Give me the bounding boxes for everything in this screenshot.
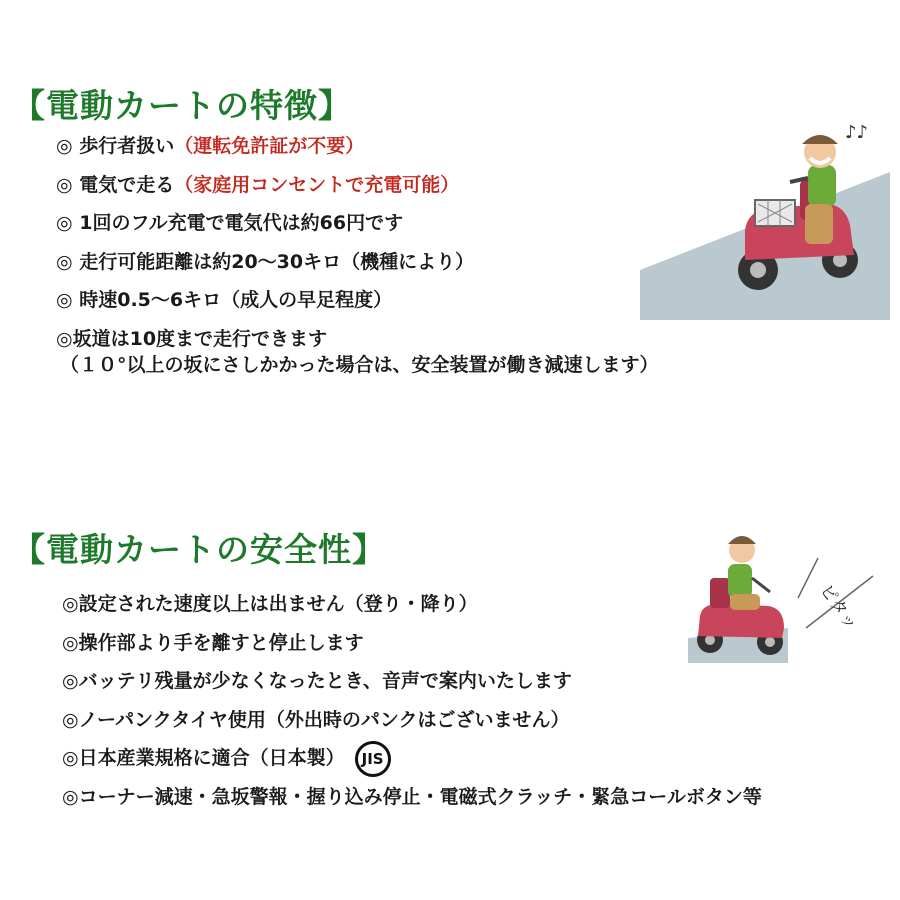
item-text: 設定された速度以上は出ません（登り・降り） bbox=[78, 593, 478, 615]
jis-badge-icon: JIS bbox=[355, 741, 391, 777]
bullet-mark: ◎ bbox=[56, 135, 73, 157]
list-item bbox=[62, 778, 762, 817]
list-item bbox=[56, 127, 659, 166]
bullet-mark: ◎ bbox=[62, 785, 79, 808]
item-text: 坂道は10度まで走行できます bbox=[72, 327, 328, 350]
item-text: バッテリ残量が少なくなったとき、音声で案内いたします bbox=[78, 670, 572, 692]
music-note-icon: ♪♪ bbox=[845, 122, 868, 143]
features-heading: 【電動カートの特徴】 bbox=[12, 86, 352, 125]
list-item bbox=[56, 166, 659, 205]
bullet-mark: ◎ bbox=[56, 250, 73, 273]
bullet-mark: ◎ bbox=[62, 747, 79, 769]
cart-stop-illustration bbox=[688, 528, 878, 668]
list-item bbox=[62, 662, 762, 701]
bullet-mark: ◎ bbox=[56, 173, 73, 196]
item-text: 時速0.5～6キロ（成人の早足程度） bbox=[79, 289, 393, 311]
features-list bbox=[56, 127, 659, 378]
list-item bbox=[62, 624, 762, 663]
item-subtext: （１０°以上の坂にさしかかった場合は、安全装置が働き減速します） bbox=[60, 354, 659, 376]
bullet-mark: ◎ bbox=[56, 327, 73, 350]
item-text: 走行可能距離は約20～30キロ（機種により） bbox=[79, 250, 475, 273]
list-item bbox=[56, 281, 659, 320]
bullet-mark: ◎ bbox=[56, 289, 73, 311]
list-item bbox=[56, 204, 659, 243]
cart-rider-illustration bbox=[640, 120, 890, 325]
item-text: 電気で走る bbox=[79, 173, 175, 196]
list-item bbox=[62, 701, 762, 740]
item-note: （運転免許証が不要） bbox=[174, 135, 365, 157]
safety-heading: 【電動カートの安全性】 bbox=[12, 530, 386, 569]
bullet-mark: ◎ bbox=[56, 212, 73, 234]
bullet-mark: ◎ bbox=[62, 631, 79, 654]
bullet-mark: ◎ bbox=[62, 670, 79, 692]
bullet-mark: ◎ bbox=[62, 593, 79, 615]
item-text: 1回のフル充電で電気代は約66円です bbox=[79, 212, 404, 234]
list-item bbox=[62, 585, 762, 624]
item-text: コーナー減速・急坂警報・握り込み停止・電磁式クラッチ・緊急コールボタン等 bbox=[78, 785, 762, 808]
item-text: 日本産業規格に適合（日本製） bbox=[78, 747, 345, 769]
stop-sound-text: ピタッ bbox=[815, 580, 862, 634]
safety-list bbox=[62, 585, 762, 816]
bullet-mark: ◎ bbox=[62, 708, 79, 731]
item-text: 操作部より手を離すと停止します bbox=[78, 631, 364, 654]
item-note: （家庭用コンセントで充電可能） bbox=[174, 173, 460, 196]
list-item bbox=[56, 320, 659, 379]
item-text: ノーパンクタイヤ使用（外出時のパンクはございません） bbox=[78, 708, 570, 731]
list-item bbox=[62, 739, 762, 778]
list-item bbox=[56, 243, 659, 282]
item-text: 歩行者扱い bbox=[79, 135, 175, 157]
